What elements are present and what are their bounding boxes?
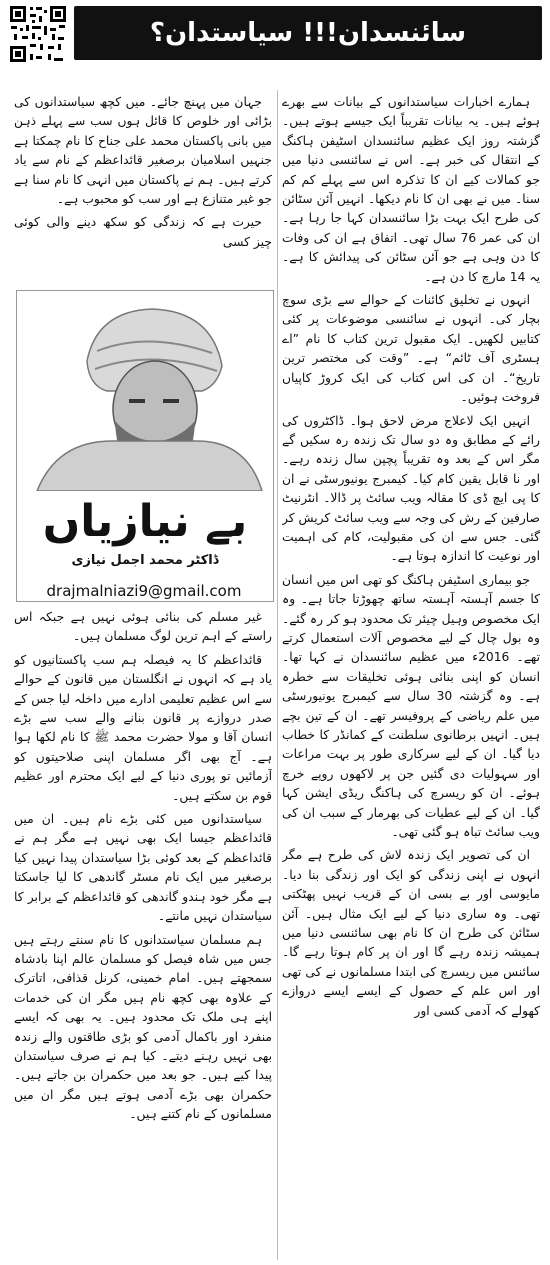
paragraph: ان کی تصویر ایک زندہ لاش کی طرح ہے مگر انہوں نے اپنی زندگی کو ایک اور زندگی بنا دیا۔ مایوسی اور بے بسی ان کے قریب نہیں پھٹکتی تھی۔ وہ ساری دنیا کے لیے ایک مثال ہیں۔ آئن سٹائن کی طرح ان کا نام بھی سائنسی دنیا میں ہمیشہ زندہ رہے گا اور ان پر کام ہوتا رہے گا۔ سائنس میں ریسرچ کی ابتدا مسلمانوں نے کی تھی اور اس علم کے حصول کے ایسے ایسے دروازے کھولے کہ آدمی کسی اور — [282, 848, 540, 1018]
portrait-photo — [17, 291, 273, 491]
column-divider — [277, 90, 278, 1260]
headline-banner — [74, 6, 542, 60]
left-column-top — [14, 93, 272, 279]
right-column — [282, 93, 540, 1263]
paragraph: حیرت ہے کہ زندگی کو سکھ دینے والی کوئی چیز کسی — [14, 215, 272, 249]
column-name: بے نیازیاں — [42, 496, 248, 547]
paragraph: جہان میں پہنچ جائے۔ میں کچھ سیاستدانوں کی بڑائی اور خلوص کا قائل ہوں سب سے پہلے ذہن میں بانی پاکستان محمد علی جناح کا نام چمکتا ہے جنہیں اسلامیان برصغیر قائداعظم کے نام سے یاد کرتے ہیں۔ ہم نے پاکستان میں انہی کا نام سنا ہے جو غیر متنازع ہے اور سب کو محبوب ہے۔ — [14, 95, 272, 207]
paragraph: ہمارے اخبارات سیاستدانوں کے بیانات سے بھرے ہوئے ہیں۔ یہ بیانات تقریباً ایک جیسے ہوتے ہیں۔ گزشتہ روز ایک عظیم سائنسدان اسٹیفن ہاکنگ کے انتقال کی خبر ہے۔ اس نے سائنسی دنیا میں جو کمالات کیے ان کا تذکرہ اس سے پہلے کم کم سنا۔ میں نے بھی ان کا نام دیکھا۔ انہیں آئن سٹائن کی طرح ایک بہت بڑا سائنسدان کہا جا رہا ہے۔ ان کی عمر 76 سال تھی۔ اتفاق ہے ان کی وفات کا دن وہی ہے جو آئن سٹائن کی پیدائش کا ہے۔ یہ 14 مارچ کا دن ہے۔ — [282, 95, 540, 284]
headline-title: سائنسدان!!! سیاستدان؟ — [149, 18, 467, 48]
author-byline: ڈاکٹر محمد اجمل نیازی — [71, 553, 219, 568]
qr-code-graphic — [8, 4, 68, 64]
paragraph: قائداعظم کا یہ فیصلہ ہم سب پاکستانیوں کو یاد ہے کہ انہوں نے انگلستان میں قانون کے حوالے سے اس عظیم تعلیمی ادارے میں داخلہ لیا جس کے صدر دروازے پر قانون بنانے والے سب سے بڑے انسان آقا و مولا حضرت محمد ﷺ کا نام لکھا ہوا ہے۔ آج بھی اگر مسلمان اپنی صلاحیتوں کو آزمائیں تو پوری دنیا کے لیے ایک محترم اور عظیم قوم بن سکتے ہیں۔ — [14, 652, 272, 803]
paragraph: سیاستدانوں میں کئی بڑے نام ہیں۔ ان میں قائداعظم جیسا ایک بھی نہیں ہے مگر ہم نے قائداعظم کے بعد کوئی بڑا سیاستدان پیدا نہیں کیا برصغیر میں ایک نام مسٹر گاندھی کا لیا جاسکتا ہے مگر خود ہندو گاندھی کو قائداعظم کے برابر کا سیاستدان نہیں مانتے۔ — [14, 812, 272, 924]
paragraph: ہم مسلمان سیاستدانوں کا نام سنتے رہتے ہیں جس میں شاہ فیصل کو مسلمان عالم اپنا بادشاہ سمجھتے ہیں۔ امام خمینی، کرنل قذافی، اتاترک کے علاوہ بھی کچھ نام ہیں مگر ان کی خدمات اپنے ہی ملک تک محدود ہیں۔ یہ بھی کہ ایسے منفرد اور باکمال آدمی کو بڑی طاقتوں والے زندہ بھی نہیں رہنے دیتے۔ کیا ہم نے صرف سیاستدان پیدا کیے ہیں۔ جو بعد میں حکمران بن جاتے ہیں۔ حکمران بھی بڑے آدمی ہوتے ہیں مگر ان میں مسلمانوں کے نام کتنے ہیں۔ — [14, 932, 272, 1122]
qr-code — [8, 4, 68, 64]
paragraph: انہیں ایک لاعلاج مرض لاحق ہوا۔ ڈاکٹروں کی رائے کے مطابق وہ دو سال تک زندہ رہ سکیں گے مگر اس کے بعد وہ تقریباً پچپن سال زندہ رہے۔ اور نا قابل یقین کام کیا۔ کیمبرج یونیورسٹی نے ان کا پی ایچ ڈی کا مقالہ ویب سائٹ پر ڈالا۔ انٹرنیٹ صارفین کے رش کی وجہ سے ویب سائٹ کریش کر گئی۔ جس سے ان کی مقبولیت، کام کی اہمیت اور نوعیت کا اندازہ ہوتا ہے۔ — [282, 413, 540, 564]
paragraph: جو بیماری اسٹیفن ہاکنگ کو تھی اس میں انسان کا جسم آہستہ آہستہ ساتھ چھوڑتا جاتا ہے۔ وہ ایک مخصوص وہیل چیئر تک محدود ہو کر رہ گئے۔ وہ بول چال کے لیے مخصوص آلات استعمال کرتے تھے۔ 2016ء میں عظیم سائنسدان نے کہا تھا۔ انسان کو اپنی بنائی ہوئی تخلیقات سے خطرہ ہے۔ وہ گزشتہ 30 سال سے کیمبرج یونیورسٹی میں علم ریاضی کے پروفیسر تھے۔ ان کے تین بچے ہیں۔ انہیں برطانوی سلطنت کے کمانڈر کا خطاب دیا گیا۔ ان کے لیے سرکاری طور پر بہت مراعات اور سہولیات دی گئیں جن پر لاکھوں روپے خرچ ہوئے۔ ان کو ریسرچ کی ہاکنگ ریڈی ایشن کہا گیا۔ ان کے لیے عطیات کی بھرمار کے سبب ان کی ویب سائٹ تباہ ہو گئی تھی۔ — [282, 572, 540, 840]
left-column-bottom — [14, 608, 272, 1263]
paragraph: غیر مسلم کی بنائی ہوئی نہیں ہے جبکہ اس راستے کے اہم ترین لوگ مسلمان ہیں۔ — [14, 610, 272, 644]
author-email[interactable]: drajmalniazi9@gmail.com — [46, 582, 242, 600]
columnist-portrait — [16, 290, 274, 602]
paragraph: انہوں نے تخلیق کائنات کے حوالے سے بڑی سوچ بچار کی۔ انہوں نے سائنسی موضوعات پر کئی کتابیں لکھیں۔ ایک مقبول ترین کتاب کا نام ”اے ہسٹری آف ٹائم“ ہے۔ ”وقت کی مختصر ترین تاریخ“۔ ان کی اس کتاب کی ایک کروڑ کاپیاں فروخت ہوئیں۔ — [282, 293, 540, 405]
